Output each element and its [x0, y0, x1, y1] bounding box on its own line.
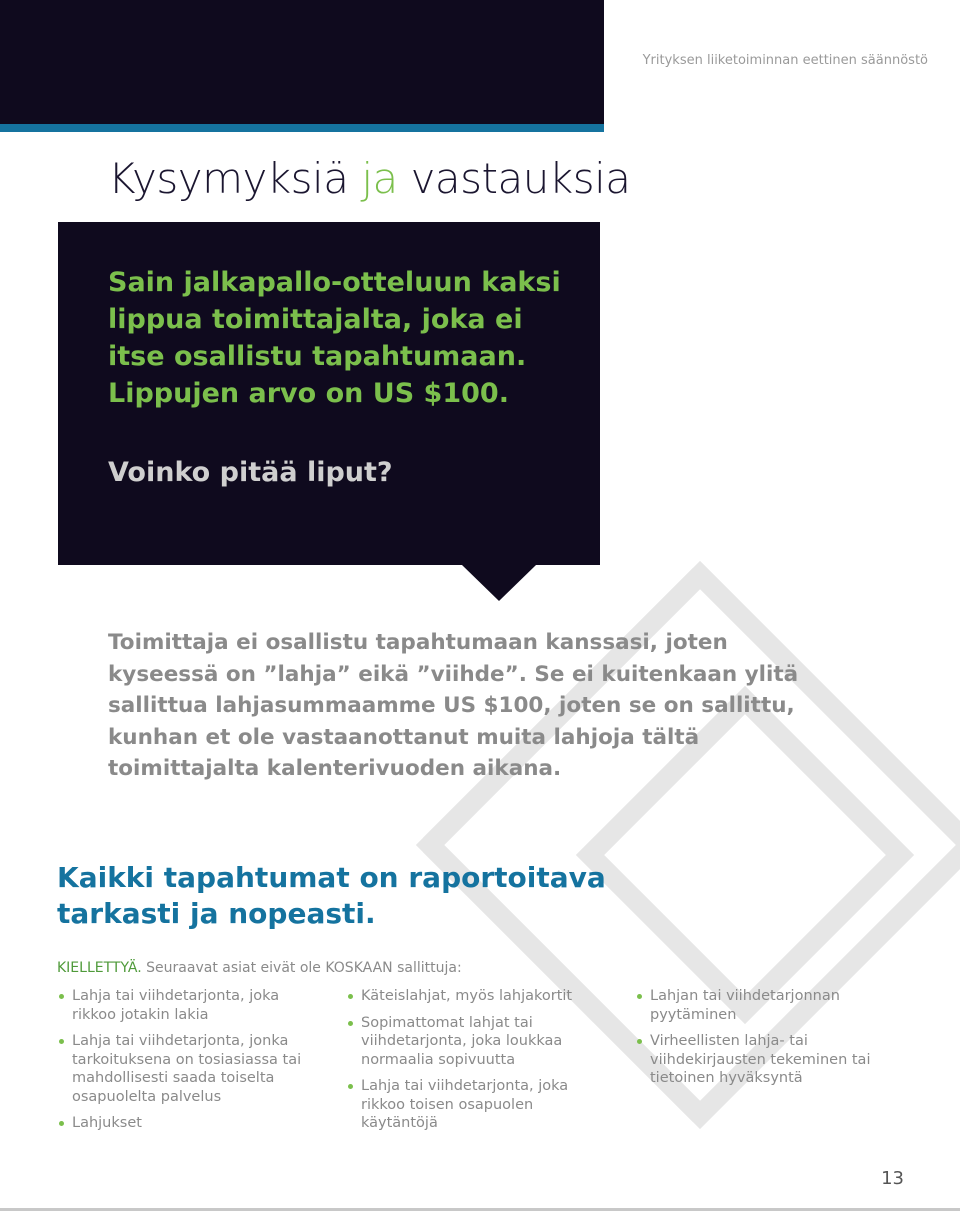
title-part-2: vastauksia — [397, 154, 631, 203]
page-title — [108, 156, 630, 202]
question-text: Sain jalkapallo-otteluun kaksi lippua toimittajalta, joka ei itse osallistu tapahtumaan. Lippujen arvo on US $100. — [108, 267, 561, 409]
prohibited-list-column-3 — [636, 987, 884, 1096]
question-ask: Voinko pitää liput? — [108, 457, 393, 488]
answer-text: Toimittaja ei osallistu tapahtumaan kanssasi, joten kyseessä on ”lahja” eikä ”viihde”. Se ei kuitenkaan ylitä sallittua lahjasummaamme US $100, joten se on sallittu, kunhan et ole vastaanottanut muita lahjoja tältä toimittajalta kalenterivuoden aikana. — [108, 630, 799, 781]
list-item: Käteislahjat, myös lahjakortit — [347, 987, 595, 1006]
list-item: Lahjan tai viihdetarjonnan pyytäminen — [636, 987, 884, 1024]
list-item: Lahjukset — [58, 1114, 306, 1133]
running-head: Yrityksen liiketoiminnan eettinen säännöstö — [642, 53, 928, 68]
prohibited-list-column-2 — [347, 987, 595, 1141]
prohibited-keyword: KIELLETTYÄ. — [57, 960, 142, 976]
prohibited-intro-text: Seuraavat asiat eivät ole KOSKAAN sallittuja: — [141, 960, 462, 976]
reporting-callout: Kaikki tapahtumat on raportoitava tarkasti ja nopeasti. — [57, 861, 606, 930]
title-part-1: Kysymyksiä — [108, 154, 362, 203]
prohibited-list-column-1 — [58, 987, 306, 1141]
list-item: Lahja tai viihdetarjonta, joka rikkoo toisen osapuolen käytäntöjä — [347, 1077, 595, 1133]
list-item: Sopimattomat lahjat tai viihdetarjonta, joka loukkaa normaalia sopivuutta — [347, 1014, 595, 1070]
page-number: 13 — [881, 1168, 904, 1189]
header-stripe — [0, 124, 604, 132]
list-item: Virheellisten lahja- tai viihdekirjausten tekeminen tai tietoinen hyväksyntä — [636, 1032, 884, 1088]
prohibited-intro — [57, 960, 462, 976]
title-accent: ja — [361, 154, 398, 203]
question-pointer — [462, 565, 536, 601]
list-item: Lahja tai viihdetarjonta, jonka tarkoituksena on tosiasiassa tai mahdollisesti saada toiselta osapuolelta palvelus — [58, 1032, 306, 1106]
header-band — [0, 0, 604, 124]
question-box — [58, 222, 600, 565]
list-item: Lahja tai viihdetarjonta, joka rikkoo jotakin lakia — [58, 987, 306, 1024]
